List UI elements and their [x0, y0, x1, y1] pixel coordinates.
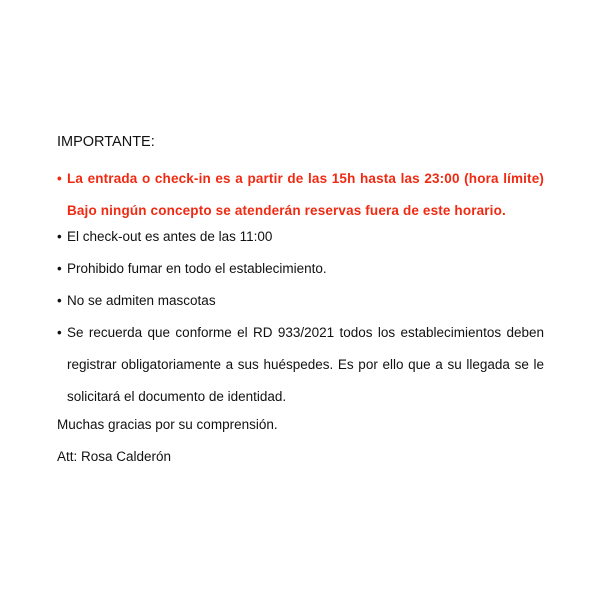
no-smoking-rule-item [57, 259, 544, 279]
bullet-icon: • [57, 325, 62, 340]
notice-heading: IMPORTANTE: [57, 134, 155, 150]
bullet-icon: • [57, 261, 62, 276]
notice-content [57, 132, 544, 479]
bullet-icon: • [57, 171, 62, 186]
guest-registration-rule-text: Se recuerda que conforme el RD 933/2021 todos los establecimientos deben registrar obligatoriamente a sus huéspedes. Es por ello que a su llegada se le solicitará el documento de identidad. [67, 325, 544, 404]
thanks-text: Muchas gracias por su comprensión. [57, 417, 278, 432]
checkout-rule-item [57, 227, 544, 247]
bullet-icon: • [57, 229, 62, 244]
checkin-rule-item [57, 163, 544, 227]
no-pets-rule-text: No se admiten mascotas [67, 293, 216, 308]
no-smoking-rule-text: Prohibido fumar en todo el establecimiento. [67, 261, 327, 276]
no-pets-rule-item [57, 291, 544, 311]
checkin-rule-text: La entrada o check-in es a partir de las 15h hasta las 23:00 (hora límite) Bajo ningún concepto se atenderán reservas fuera de este horario. [67, 171, 544, 218]
guest-registration-rule-item [57, 317, 544, 413]
checkout-rule-text: El check-out es antes de las 11:00 [67, 229, 273, 244]
bullet-icon: • [57, 293, 62, 308]
signature-text: Att: Rosa Calderón [57, 449, 172, 464]
